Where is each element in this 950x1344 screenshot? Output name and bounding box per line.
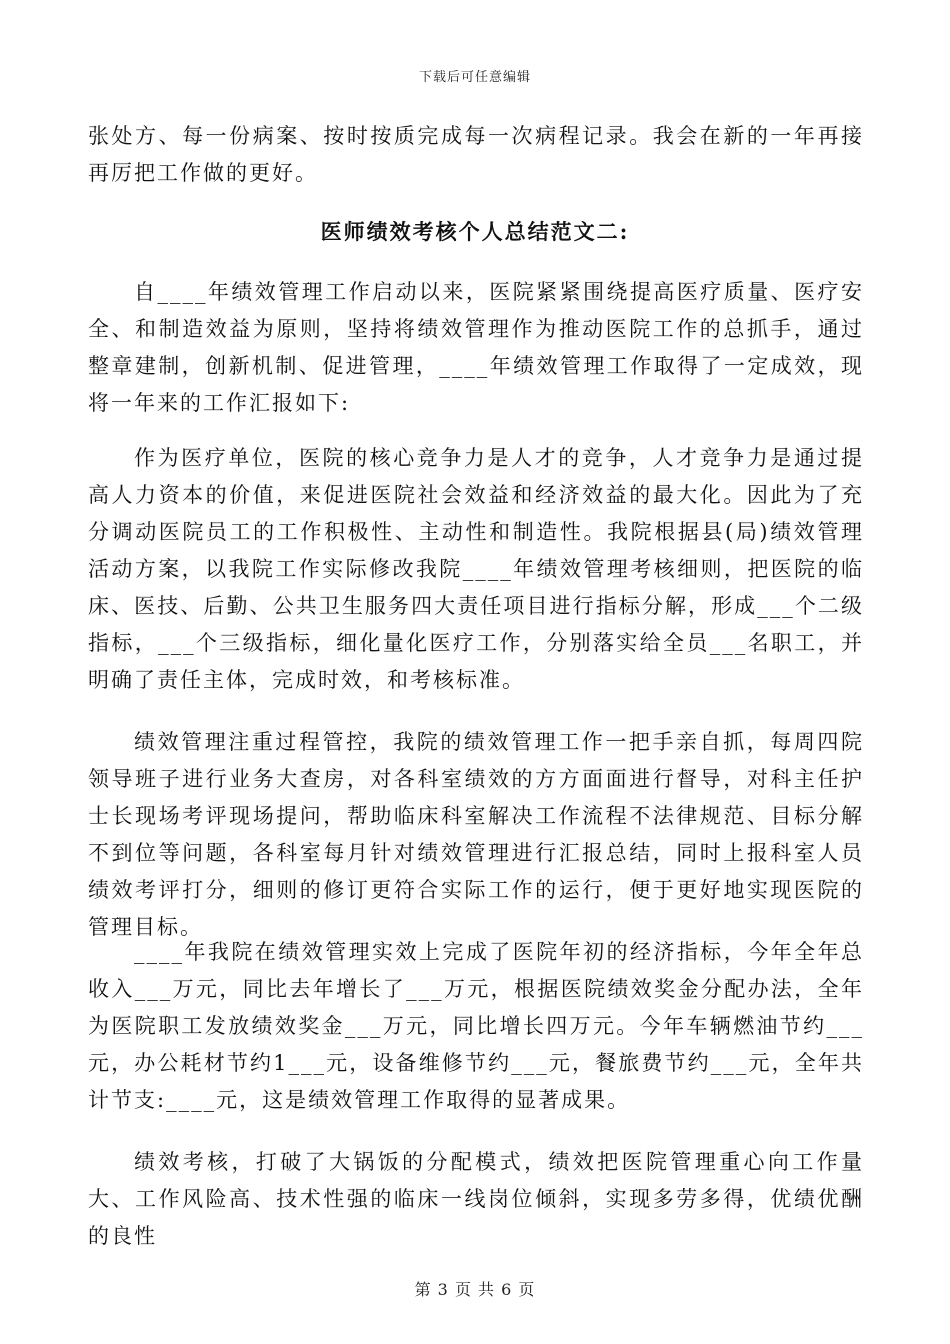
section-title: 医师绩效考核个人总结范文二: [320,219,630,244]
page-number: 第 3 页 共 6 页 [414,1280,536,1299]
paragraph-results: ____年我院在绩效管理实效上完成了医院年初的经济指标，今年全年总收入___万元，同比去年增长了___万元，根据医院绩效奖金分配办法，全年为医院职工发放绩效奖金___万元，同比增长四万元。今年车辆燃油节约___元，办公耗材节约1___元，设备维修节约___元，餐旅费节约___元，全年共计节支:____元，这是绩效管理工作取得的显著成果。 [88,940,864,1112]
paragraph-intro: 自____年绩效管理工作启动以来，医院紧紧围绕提高医疗质量、医疗安全、和制造效益为原则，坚持将绩效管理作为推动医院工作的总抓手，通过整章建制，创新机制、促进管理，____年绩效管理工作取得了一定成效，现将一年来的工作汇报如下: [88,280,864,415]
continuation-paragraph: 张处方、每一份病案、按时按质完成每一次病程记录。我会在新的一年再接再厉把工作做的更好。 [88,124,864,185]
paragraph-process: 绩效管理注重过程管控，我院的绩效管理工作一把手亲自抓，每周四院领导班子进行业务大查房，对各科室绩效的方方面面进行督导，对科主任护士长现场考评现场提问，帮助临床科室解决工作流程不法律规范、目标分解不到位等问题，各科室每月针对绩效管理进行汇报总结，同时上报科室人员绩效考评打分，细则的修订更符合实际工作的运行，便于更好地实现医院的管理目标。 [88,730,864,939]
paragraph-talent: 作为医疗单位，医院的核心竞争力是人才的竞争，人才竞争力是通过提高人力资本的价值，来促进医院社会效益和经济效益的最大化。因此为了充分调动医院员工的工作积极性、主动性和制造性。我院根据县(局)绩效管理活动方案，以我院工作实际修改我院____年绩效管理考核细则，把医院的临床、医技、后勤、公共卫生服务四大责任项目进行指标分解，形成___个二级指标，___个三级指标，细化量化医疗工作，分别落实给全员___名职工，并明确了责任主体，完成时效，和考核标准。 [88,446,864,692]
paragraph-distribution: 绩效考核，打破了大锅饭的分配模式，绩效把医院管理重心向工作量大、工作风险高、技术性强的临床一线岗位倾斜，实现多劳多得，优绩优酬的良性 [88,1150,864,1248]
header-note: 下载后可任意编辑 [418,70,531,85]
